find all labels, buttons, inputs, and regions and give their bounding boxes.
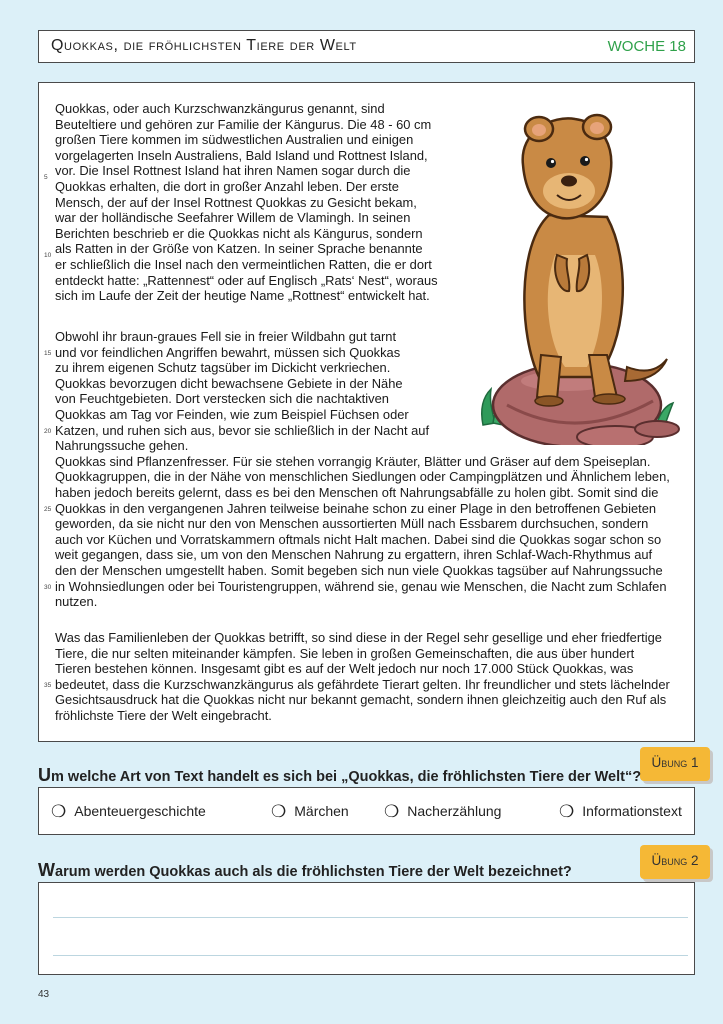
text-line: zu ihrem eigenen Schutz tagsüber im Dickicht verkriechen. bbox=[55, 360, 391, 376]
text-line: Katzen, und ruhen sich aus, bevor sie schließlich in der Nacht auf bbox=[55, 422, 430, 438]
text-line: und vor feindlichen Angriffen bewahrt, müssen sich Quokkas bbox=[55, 344, 401, 360]
text-line: Quokkagruppen, die in der Nähe von menschlichen Siedlungen oder Campingplätzen und Ähnlichem leben, bbox=[55, 469, 670, 485]
text-line: den der Menschen umgestellt haben. Somit begeben sich nun viele Quokkas tagsüber auf Nahrungssuche bbox=[55, 562, 663, 578]
line-number: 35 bbox=[44, 682, 52, 689]
text-line: Beuteltiere und gehören zur Familie der Kängurus. Die 48 - 60 cm bbox=[55, 116, 432, 132]
line-number: 20 bbox=[44, 428, 52, 435]
writing-line[interactable] bbox=[53, 917, 688, 918]
text-line: Obwohl ihr braun-graues Fell sie in freier Wildbahn gut tarnt bbox=[55, 329, 397, 344]
header-box bbox=[38, 30, 695, 63]
reading-text-box bbox=[38, 82, 695, 742]
line-number: 5 bbox=[44, 174, 48, 181]
question-text: arum werden Quokkas auch als die fröhlichsten Tiere der Welt bezeichnet? bbox=[55, 864, 572, 880]
text-line: Quokkas am Tag vor Feinden, wie zum Beispiel Füchsen oder bbox=[55, 406, 409, 422]
text-line: Was das Familienleben der Quokkas betrifft, so sind diese in der Regel sehr gesellige und eher friedfertige bbox=[55, 630, 662, 645]
text-line: Quokkas, oder auch Kurzschwanzkängurus genannt, sind bbox=[55, 101, 385, 116]
text-line: sich im Laufe der Zeit der heutige Name „Rottnest“ entwickelt hat. bbox=[55, 288, 430, 304]
text-line: Quokkas in den vergangenen Jahren teilweise beinahe schon zu einer Plage in den betroffenen Gebieten bbox=[55, 500, 657, 516]
text-line: Quokkas bevorzugen dicht bewachsene Gebiete in der Nähe bbox=[55, 375, 403, 391]
text-line: Berichten beschrieb er die Quokkas nicht als Kängurus, sondern bbox=[55, 225, 423, 241]
line-number: 15 bbox=[44, 350, 52, 357]
text-line: haben jedoch bereits gelernt, dass es bei den Menschen oft Nahrungsabfälle zu holen gibt. Somit sind die bbox=[55, 484, 659, 500]
text-line: weit gegangen, dass sie, um von den Menschen Nahrung zu ergattern, ihren Schlaf-Wach-Rhythmus auf bbox=[55, 547, 653, 563]
question-initial: W bbox=[38, 860, 55, 880]
radio-circle-icon[interactable]: ❍ bbox=[384, 802, 400, 821]
text-line: als Ratten in der Größe von Katzen. In seiner Sprache benannte bbox=[55, 241, 423, 257]
exercise-2-question bbox=[38, 860, 572, 881]
text-line: Quokkas erhalten, die dort in großer Anzahl leben. Der erste bbox=[55, 178, 399, 194]
text-line: in Wohnsiedlungen oder bei Touristengruppen, während sie, genau wie Menschen, die Nacht zum Schlafen bbox=[55, 578, 667, 594]
option-label: Informationstext bbox=[582, 803, 682, 819]
text-line: fröhlichste Tiere der Welt eingebracht. bbox=[55, 707, 272, 723]
exercise-1-label: Übung 1 bbox=[651, 755, 699, 770]
text-line: bedeutet, dass die Kurzschwanzkängurus als gefährdete Tierart gelten. Ihr freundlicher und stets lächelnder bbox=[55, 676, 670, 692]
line-number: 10 bbox=[44, 252, 52, 259]
radio-circle-icon[interactable]: ❍ bbox=[51, 802, 67, 821]
text-line: nutzen. bbox=[55, 594, 98, 610]
text-line: geworden, da sie nicht nur den von Menschen aussortierten Müll nach Essbarem durchsuchen, sondern bbox=[55, 516, 649, 532]
text-line: Quokkas sind Pflanzenfresser. Für sie stehen vorrangig Kräuter, Blätter und Gräser auf dem Speiseplan. bbox=[55, 453, 651, 469]
option-label: Märchen bbox=[294, 803, 349, 819]
option-nacherzaehlung[interactable] bbox=[384, 802, 501, 822]
text-line: von Feuchtgebieten. Dort verstecken sich die nachtaktiven bbox=[55, 391, 389, 407]
text-line: Tieren bestehen können. Insgesamt gibt es auf der Welt jedoch nur noch 17.000 Stück Quokkas, was bbox=[55, 661, 634, 677]
radio-circle-icon[interactable]: ❍ bbox=[271, 802, 287, 821]
text-line: Nahrungssuche gehen. bbox=[55, 438, 189, 454]
text-line: Gesichtsausdruck hat die Quokkas nicht nur bekannt gemacht, sondern ihnen gleichzeitig auch den Ruf als bbox=[55, 692, 667, 708]
text-line: auch vor Küchen und Vorratskammern oftmals nicht Halt machen. Dabei sind die Quokkas sogar schon so bbox=[55, 531, 662, 547]
exercise-1-tab bbox=[640, 747, 710, 781]
radio-circle-icon[interactable]: ❍ bbox=[559, 802, 575, 821]
option-abenteuergeschichte[interactable] bbox=[51, 802, 206, 822]
option-label: Nacherzählung bbox=[407, 803, 502, 819]
text-line: er schließlich die Insel nach den vermeintlichen Ratten, die er dort bbox=[55, 256, 432, 272]
line-number: 30 bbox=[44, 584, 52, 591]
paragraph-3 bbox=[55, 630, 670, 724]
option-maerchen[interactable] bbox=[271, 802, 349, 822]
exercise-1-answer-box bbox=[38, 787, 695, 835]
option-label: Abenteuergeschichte bbox=[74, 803, 206, 819]
text-line: großen Tiere kommen im südwestlichen Australien und einigen bbox=[55, 132, 414, 148]
exercise-2-answer-box[interactable] bbox=[38, 882, 695, 975]
question-text: m welche Art von Text handelt es sich bei „Quokkas, die fröhlichsten Tiere der Welt“? bbox=[51, 769, 642, 785]
line-number: 25 bbox=[44, 506, 52, 513]
week-label: WOCHE 18 bbox=[607, 38, 686, 55]
text-line: vorgelagerten Inseln Australiens, Bald Island und Rottnest Island, bbox=[55, 147, 428, 163]
page-title: Quokkas, die fröhlichsten Tiere der Welt bbox=[51, 37, 357, 54]
text-line: Tiere, die nur selten miteinander kämpfen. Sie leben in großen Gemeinschaften, die aus über hundert bbox=[55, 645, 635, 661]
paragraph-1 bbox=[55, 101, 438, 304]
option-informationstext[interactable] bbox=[559, 802, 682, 822]
text-line: vor. Die Insel Rottnest Island hat ihren Namen sogar durch die bbox=[55, 163, 411, 179]
text-line: entdeckt hatte: „Rattennest“ oder auf Englisch „Rats‘ Nest“, woraus bbox=[55, 272, 438, 288]
exercise-2-tab bbox=[640, 845, 710, 879]
quokka-illustration bbox=[457, 105, 689, 445]
text-line: war der holländische Seefahrer Willem de Vlamingh. In seinen bbox=[55, 210, 411, 226]
question-initial: U bbox=[38, 765, 51, 785]
page-number: 43 bbox=[38, 989, 50, 1000]
exercise-1-question bbox=[38, 765, 641, 786]
exercise-2-label: Übung 2 bbox=[651, 853, 699, 868]
text-line: Mensch, der auf der Insel Rottnest Quokkas zu Gesicht bekam, bbox=[55, 194, 417, 210]
writing-line[interactable] bbox=[53, 955, 688, 956]
